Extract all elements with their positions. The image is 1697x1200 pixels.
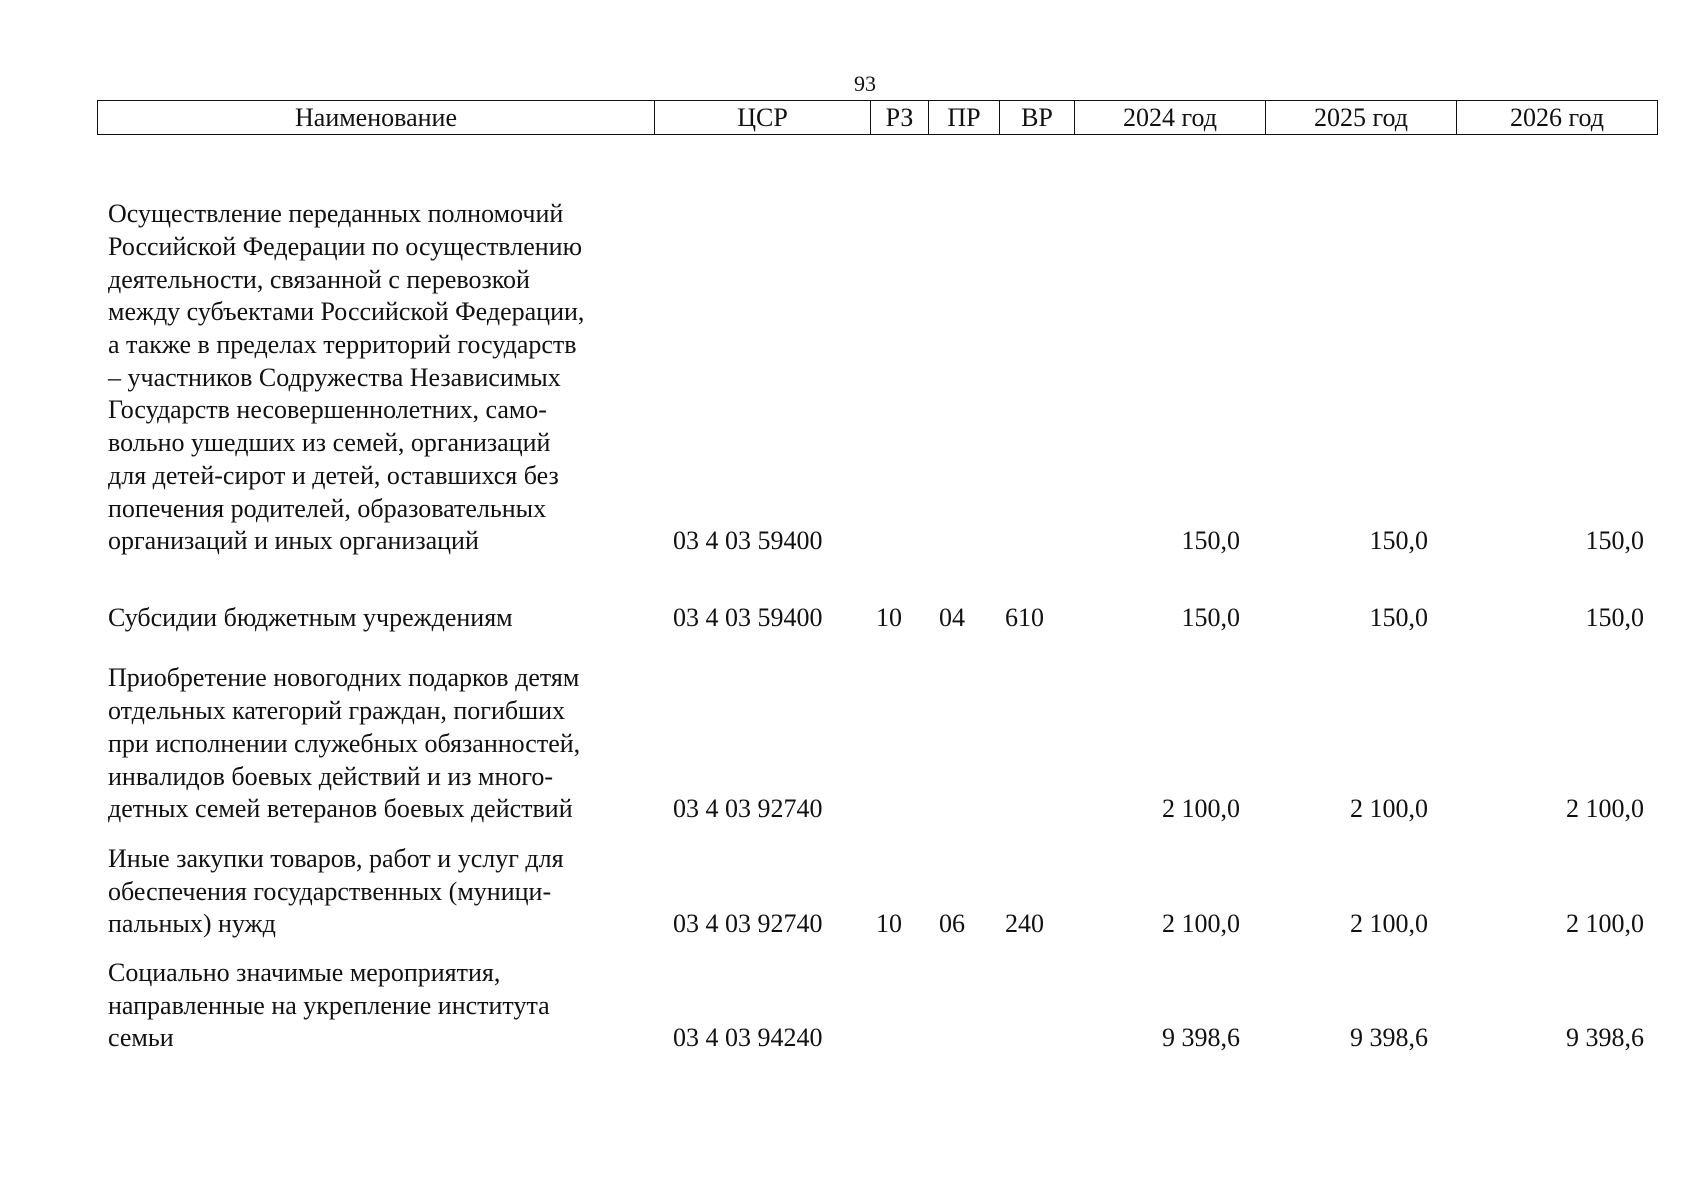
- row-csr: 03 4 03 94240: [673, 1023, 823, 1053]
- row-amount-2025: 150,0: [1369, 526, 1428, 556]
- header-year-2026: 2026 год: [1457, 101, 1658, 135]
- row-name: [108, 957, 638, 1055]
- row-name-line: вольно ушедших из семей, организаций: [108, 428, 551, 458]
- row-amount-2024: 150,0: [1181, 526, 1240, 556]
- row-name-line: пальных) нужд: [108, 909, 276, 939]
- row-name-line: инвалидов боевых действий и из много-: [108, 761, 554, 791]
- row-csr: 03 4 03 92740: [673, 794, 823, 824]
- header-csr: ЦСР: [655, 101, 871, 135]
- row-amount-2024: 9 398,6: [1162, 1023, 1240, 1053]
- page-number: 93: [854, 71, 876, 96]
- row-name-line: направленные на укрепление института: [108, 990, 550, 1020]
- header-year-2025: 2025 год: [1266, 101, 1457, 135]
- row-csr: 03 4 03 59400: [673, 526, 823, 556]
- row-name-line: – участников Содружества Независимых: [108, 362, 561, 392]
- row-amount-2026: 2 100,0: [1566, 909, 1644, 939]
- row-vr: 240: [1005, 909, 1044, 939]
- row-vr: 610: [1005, 603, 1044, 633]
- row-amount-2025: 2 100,0: [1350, 794, 1428, 824]
- row-amount-2025: 9 398,6: [1350, 1023, 1428, 1053]
- row-name-line: а также в пределах территорий государств: [108, 330, 577, 360]
- row-pr: 04: [939, 603, 965, 633]
- row-amount-2026: 9 398,6: [1566, 1023, 1644, 1053]
- row-name-line: между субъектами Российской Федерации,: [108, 297, 585, 327]
- row-name-line: Осуществление переданных полномочий: [108, 199, 564, 229]
- row-amount-2026: 150,0: [1585, 526, 1644, 556]
- row-amount-2026: 150,0: [1585, 603, 1644, 633]
- row-name-line: детных семей ветеранов боевых действий: [108, 794, 573, 824]
- row-amount-2024: 2 100,0: [1162, 794, 1240, 824]
- row-name-line: обеспечения государственных (муници-: [108, 876, 552, 906]
- row-name-line: отдельных категорий граждан, погибших: [108, 696, 566, 726]
- row-name-line: Российской Федерации по осуществлению: [108, 231, 582, 261]
- row-name-line: при исполнении служебных обязанностей,: [108, 728, 581, 758]
- row-name-line: Государств несовершеннолетних, само-: [108, 395, 547, 425]
- row-name-line: для детей-сирот и детей, оставшихся без: [108, 460, 559, 490]
- row-name-line: Иные закупки товаров, работ и услуг для: [108, 843, 564, 873]
- row-name-line: семьи: [108, 1023, 174, 1053]
- row-name-line: попечения родителей, образовательных: [108, 493, 547, 523]
- header-year-2024: 2024 год: [1075, 101, 1266, 135]
- row-amount-2024: 2 100,0: [1162, 909, 1240, 939]
- row-csr: 03 4 03 59400: [673, 603, 823, 633]
- row-amount-2025: 2 100,0: [1350, 909, 1428, 939]
- row-name-line: деятельности, связанной с перевозкой: [108, 264, 530, 294]
- row-amount-2025: 150,0: [1369, 603, 1428, 633]
- header-pr: ПР: [929, 101, 1000, 135]
- header-name: Наименование: [98, 101, 655, 135]
- row-name-line: Приобретение новогодних подарков детям: [108, 663, 580, 693]
- row-name-line: Субсидии бюджетным учреждениям: [108, 603, 513, 633]
- row-csr: 03 4 03 92740: [673, 909, 823, 939]
- row-amount-2026: 2 100,0: [1566, 794, 1644, 824]
- header-rz: РЗ: [871, 101, 929, 135]
- row-name-line: организаций и иных организаций: [108, 526, 479, 556]
- row-name-line: Социально значимые мероприятия,: [108, 957, 501, 987]
- row-amount-2024: 150,0: [1181, 603, 1240, 633]
- header-vr: ВР: [1000, 101, 1075, 135]
- row-pr: 06: [939, 909, 965, 939]
- row-rz: 10: [876, 909, 902, 939]
- row-rz: 10: [876, 603, 902, 633]
